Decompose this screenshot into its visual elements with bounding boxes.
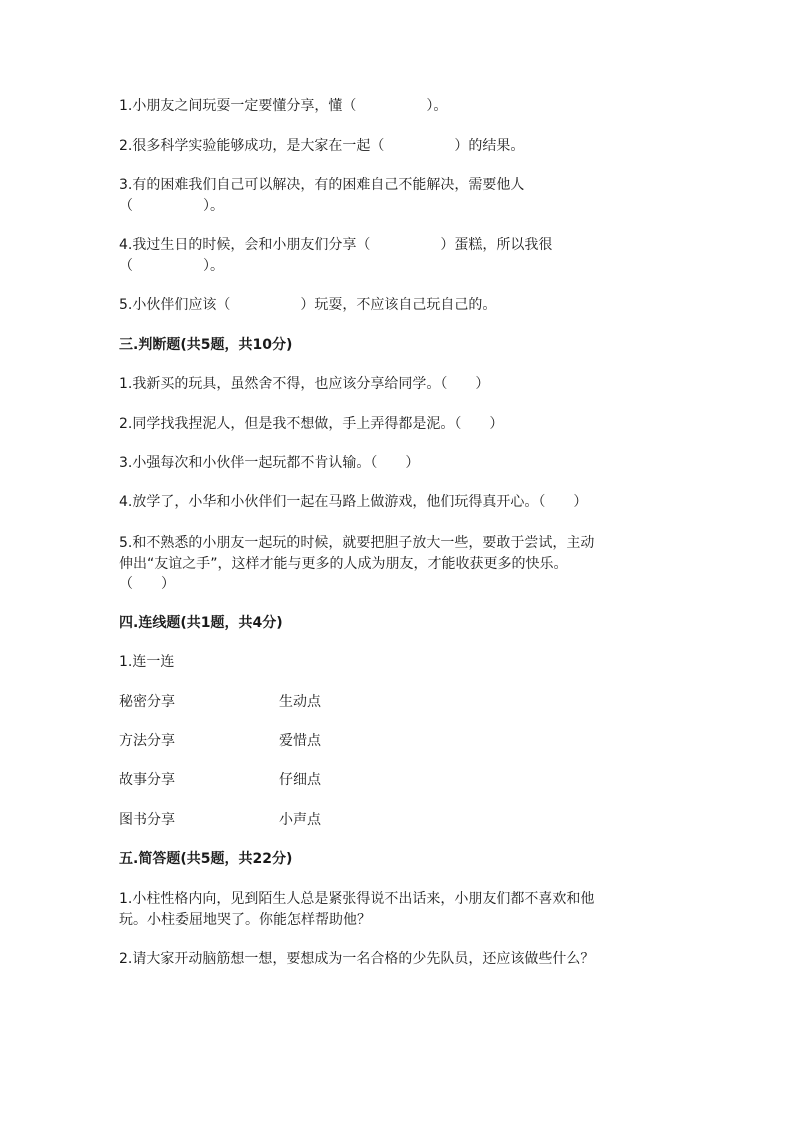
- match-right-item: 小声点: [279, 812, 321, 828]
- matching-question-1: 1.连一连: [119, 654, 175, 670]
- judgment-question-4: 4.放学了，小华和小伙伴们一起在马路上做游戏，他们玩得真开心。（ ）: [119, 494, 588, 510]
- judgment-question-5-paren: （ ）: [119, 576, 175, 592]
- section-heading-judgment: 三.判断题(共5题，共10分): [119, 337, 293, 353]
- fill-in-question-1: 1.小朋友之间玩耍一定要懂分享，懂（ ）。: [119, 98, 448, 114]
- judgment-question-3: 3.小强每次和小伙伴一起玩都不肯认输。（ ）: [119, 455, 420, 471]
- match-right-item: 爱惜点: [279, 733, 321, 749]
- judgment-question-5: 5.和不熟悉的小朋友一起玩的时候，就要把胆子放大一些，要敢于尝试，主动: [119, 535, 595, 551]
- fill-in-question-2: 2.很多科学实验能够成功，是大家在一起（ ）的结果。: [119, 138, 525, 154]
- short-answer-question-1-cont: 玩。小柱委屈地哭了。你能怎样帮助他？: [119, 912, 371, 928]
- match-right-item: 生动点: [279, 694, 321, 710]
- match-left-item: 故事分享: [119, 772, 175, 788]
- section-heading-matching: 四.连线题(共1题，共4分): [119, 615, 283, 631]
- judgment-question-5-cont: 伸出“友谊之手”，这样才能与更多的人成为朋友，才能收获更多的快乐。: [119, 556, 568, 572]
- judgment-question-2: 2.同学找我捏泥人，但是我不想做，手上弄得都是泥。（ ）: [119, 416, 504, 432]
- fill-in-question-3: 3.有的困难我们自己可以解决，有的困难自己不能解决，需要他人: [119, 177, 525, 193]
- fill-in-question-4-cont: （ ）。: [119, 258, 224, 274]
- match-left-item: 图书分享: [119, 812, 175, 828]
- section-heading-short-answer: 五.简答题(共5题，共22分): [119, 851, 293, 867]
- short-answer-question-2: 2.请大家开动脑筋想一想，要想成为一名合格的少先队员，还应该做些什么？: [119, 951, 595, 967]
- match-left-item: 秘密分享: [119, 694, 175, 710]
- fill-in-question-5: 5.小伙伴们应该（ ）玩耍，不应该自己玩自己的。: [119, 297, 497, 313]
- match-left-item: 方法分享: [119, 733, 175, 749]
- judgment-question-1: 1.我新买的玩具，虽然舍不得，也应该分享给同学。（ ）: [119, 376, 490, 392]
- fill-in-question-4: 4.我过生日的时候，会和小朋友们分享（ ）蛋糕，所以我很: [119, 237, 553, 253]
- match-right-item: 仔细点: [279, 772, 321, 788]
- short-answer-question-1: 1.小柱性格内向，见到陌生人总是紧张得说不出话来，小朋友们都不喜欢和他: [119, 891, 595, 907]
- fill-in-question-3-cont: （ ）。: [119, 198, 224, 214]
